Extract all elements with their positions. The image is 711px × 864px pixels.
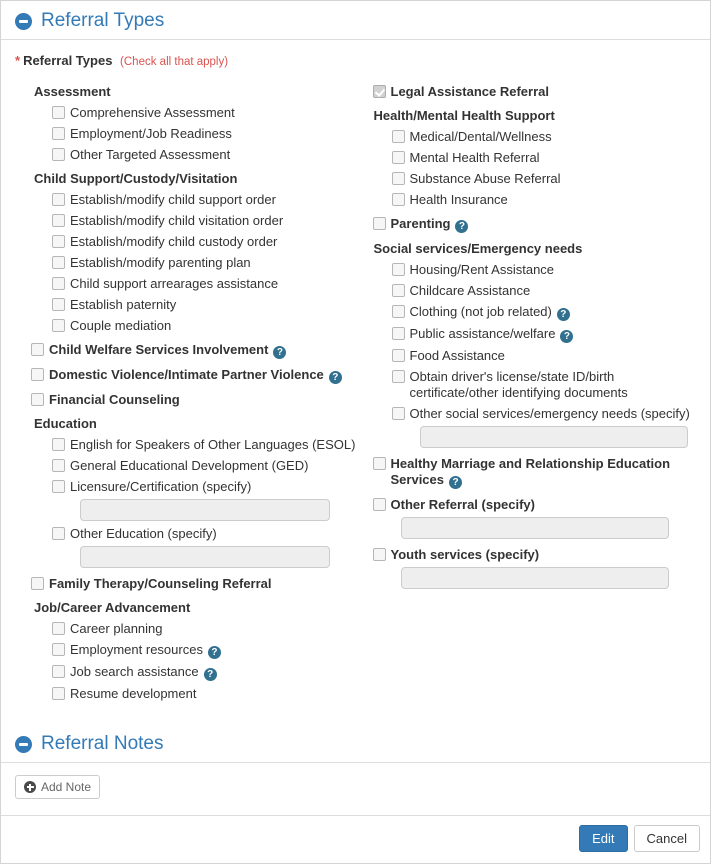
checkbox-label: Clothing (not job related) [409,304,552,319]
field-hint: (Check all that apply) [120,56,229,68]
checkbox-label: Establish/modify parenting plan [70,255,251,270]
checkbox[interactable] [392,172,405,185]
cancel-button[interactable]: Cancel [634,825,700,852]
checkbox[interactable] [52,127,65,140]
checkbox-item [52,664,356,681]
section-title-referral-notes: Referral Notes [41,733,164,754]
checkbox-item [52,192,356,208]
checkbox-label: Couple mediation [70,318,172,333]
checkbox[interactable] [31,577,44,590]
checkbox-item [31,576,356,592]
checkbox-label: Other social services/emergency needs (specify) [409,406,690,421]
help-icon[interactable]: ? [455,220,468,233]
checkbox-label: Child support arrearages assistance [70,276,279,291]
checkbox-label: Establish/modify child visitation order [70,213,284,228]
checkbox[interactable] [52,298,65,311]
checkbox-label: Domestic Violence/Intimate Partner Violence [49,367,324,382]
column-left [15,84,356,710]
add-note-button[interactable] [15,775,100,799]
required-field-label [1,40,710,76]
checkbox-label: Establish/modify child custody order [70,234,278,249]
checkbox[interactable] [392,327,405,340]
checkbox-label: Substance Abuse Referral [409,171,561,186]
form-footer [1,815,710,863]
specify-input[interactable] [80,546,330,568]
specify-input[interactable] [401,517,669,539]
collapse-minus-icon[interactable] [15,13,32,30]
checkbox-standalone [356,216,697,233]
checkbox-item [392,171,697,187]
checkbox-item [52,126,356,142]
checkbox-standalone [15,367,356,384]
checkbox-item [392,348,697,364]
checkbox[interactable] [373,457,386,470]
checkbox-label: Employment/Job Readiness [70,126,232,141]
checkbox[interactable] [52,106,65,119]
required-asterisk: * [15,53,21,68]
referral-notes-body [1,763,710,815]
checkbox-item [52,147,356,163]
checkbox-label: General Educational Development (GED) [70,458,309,473]
checkbox-label: Establish/modify child support order [70,192,276,207]
checkbox-label: Obtain driver's license/state ID/birth certificate/other identifying documents [409,369,628,400]
checkbox[interactable] [52,256,65,269]
checkbox-label: English for Speakers of Other Languages (ESOL) [70,437,356,452]
checkbox-label: Food Assistance [409,348,505,363]
checkbox-label: Medical/Dental/Wellness [409,129,552,144]
checkbox[interactable] [52,480,65,493]
checkbox-item [52,437,356,453]
checkbox-item [392,406,697,448]
checkbox-item [52,642,356,659]
checkbox[interactable] [52,214,65,227]
checkbox-item [52,526,356,568]
checkbox-item [52,479,356,521]
edit-button[interactable]: Edit [579,825,627,852]
checkbox[interactable] [52,527,65,540]
checkbox[interactable] [52,277,65,290]
checkbox[interactable] [392,151,405,164]
checkbox-item [52,276,356,292]
checkbox-label: Other Referral (specify) [390,497,535,512]
checkbox-item [52,297,356,313]
checkbox-item [392,304,697,321]
checkbox-group [15,416,356,568]
checkbox-label: Other Targeted Assessment [70,147,231,162]
checkbox[interactable] [52,622,65,635]
checkbox-item [373,497,697,539]
collapse-minus-icon[interactable] [15,736,32,753]
checkbox-item [52,213,356,229]
checkbox-item [52,234,356,250]
checkbox-label: Financial Counseling [49,392,180,407]
checkbox-label: Mental Health Referral [409,150,540,165]
checkbox-label: Comprehensive Assessment [70,105,235,120]
checkbox[interactable] [392,349,405,362]
plus-circle-icon [24,781,36,793]
checkbox[interactable] [31,343,44,356]
checkbox-item [52,686,356,702]
group-label: Assessment [34,84,111,99]
checkbox-label: Legal Assistance Referral [390,84,549,99]
column-right [356,84,697,710]
checkbox-group [356,241,697,448]
checkbox[interactable] [392,193,405,206]
group-label: Education [34,416,97,431]
checkbox-label: Youth services (specify) [390,547,540,562]
checkbox[interactable] [392,130,405,143]
help-icon[interactable]: ? [557,308,570,321]
checkbox-item [373,84,697,100]
checkbox-label: Employment resources [70,642,203,657]
checkbox-item [373,456,697,489]
help-icon[interactable]: ? [329,371,342,384]
checkbox[interactable] [52,235,65,248]
checkbox-label: Other Education (specify) [70,526,217,541]
checkbox-standalone [356,547,697,589]
checkbox-label: Establish paternity [70,297,177,312]
checkbox-standalone [356,84,697,100]
checkbox-standalone [15,342,356,359]
checkbox-item [392,129,697,145]
checkbox-item [31,392,356,408]
checkbox-label: Health Insurance [409,192,508,207]
checkbox[interactable] [392,263,405,276]
checkbox-item [392,192,697,208]
checkbox [373,85,386,98]
checkbox-label: Licensure/Certification (specify) [70,479,252,494]
checkbox[interactable] [52,665,65,678]
checkbox-item [392,369,697,401]
help-icon[interactable]: ? [449,476,462,489]
checkbox-standalone [356,456,697,489]
checkbox[interactable] [373,498,386,511]
checkbox[interactable] [373,548,386,561]
checkbox-label: Job search assistance [70,664,199,679]
checkbox-item [373,547,697,589]
referral-notes-section-header [1,724,710,762]
checkbox-label: Family Therapy/Counseling Referral [49,576,272,591]
checkbox-item [52,318,356,334]
checkbox-label: Resume development [70,686,197,701]
specify-input[interactable] [401,567,669,589]
checkbox[interactable] [52,148,65,161]
checkbox-label: Childcare Assistance [409,283,531,298]
checkbox-group [356,108,697,208]
checkbox-group [15,84,356,163]
checkbox-item [373,216,697,233]
checkbox[interactable] [52,193,65,206]
checkbox[interactable] [392,284,405,297]
checkbox-group [15,171,356,334]
checkbox-label: Child Welfare Services Involvement [49,342,269,357]
checkbox-item [52,105,356,121]
add-note-label: Add Note [41,780,92,794]
checkbox[interactable] [373,217,386,230]
specify-input[interactable] [80,499,330,521]
checkbox-item [392,283,697,299]
checkbox-item [52,621,356,637]
checkbox-label: Housing/Rent Assistance [409,262,555,277]
checkbox-label: Career planning [70,621,163,636]
checkbox-standalone [356,497,697,539]
checkbox[interactable] [52,459,65,472]
group-label: Health/Mental Health Support [373,108,555,123]
checkbox[interactable] [31,393,44,406]
checkbox[interactable] [52,643,65,656]
checkbox[interactable] [392,407,405,420]
checkbox[interactable] [52,687,65,700]
checkbox-item [392,262,697,278]
group-label: Child Support/Custody/Visitation [34,171,238,186]
referral-notes-section [1,710,710,815]
referral-types-section-header [1,1,710,39]
help-icon[interactable]: ? [208,646,221,659]
checkbox-label: Healthy Marriage and Relationship Education Services [390,456,671,487]
checkbox-group [15,600,356,702]
checkbox-item [52,255,356,271]
checkbox-standalone [15,392,356,408]
checkbox-item [31,367,356,384]
checkbox-item [392,326,697,343]
group-label: Social services/Emergency needs [373,241,583,256]
group-label: Job/Career Advancement [34,600,191,615]
checkbox[interactable] [31,368,44,381]
checkbox-item [52,458,356,474]
help-icon[interactable]: ? [204,668,217,681]
field-label: Referral Types [23,53,113,68]
checkbox-columns [1,76,710,710]
checkbox[interactable] [52,438,65,451]
checkbox[interactable] [52,319,65,332]
checkbox-item [392,150,697,166]
checkbox[interactable] [392,370,405,383]
section-title-referral-types: Referral Types [41,10,165,31]
help-icon[interactable]: ? [560,330,573,343]
specify-input[interactable] [420,426,688,448]
checkbox-label: Public assistance/welfare [409,326,556,341]
checkbox-standalone [15,576,356,592]
checkbox-label: Parenting [390,216,451,231]
help-icon[interactable]: ? [273,346,286,359]
checkbox-item [31,342,356,359]
checkbox[interactable] [392,305,405,318]
